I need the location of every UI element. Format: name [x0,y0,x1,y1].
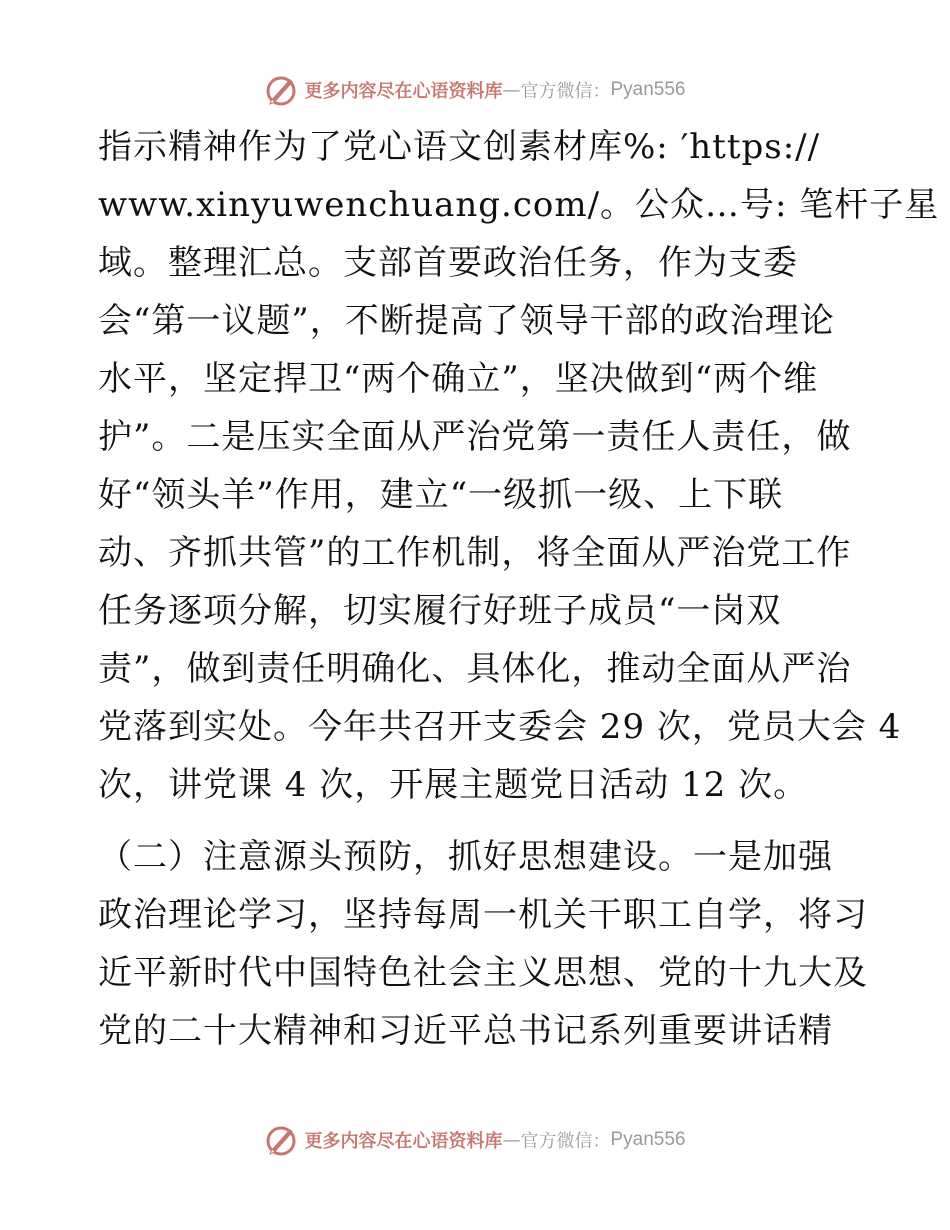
banner-separator: — [502,1129,521,1151]
paragraph-2 [98,828,868,1060]
banner-wechat-id: Pyan556 [610,1129,686,1150]
pen-logo-icon [264,73,298,107]
paragraph-1 [98,118,940,814]
text-line: 动、齐抓共管”的工作机制，将全面从严治党工作 [98,533,852,573]
footer-banner [0,1120,950,1160]
text-line: 党落到实处。今年共召开支委会 29 次，党员大会 4 [98,707,902,747]
banner-wechat-id: Pyan556 [610,79,686,100]
text-line: www.xinyuwenchuang.com/。公众…号: 笔杆子星 [98,185,940,225]
header-banner [0,70,950,110]
banner-separator: — [502,79,521,101]
text-line: 护”。二是压实全面从严治党第一责任人责任，做 [98,417,852,457]
banner-wechat-label: 官方微信： [520,81,611,102]
text-line: 会“第一议题”，不断提高了领导干部的政治理论 [98,301,835,341]
banner-wechat-label: 官方微信： [520,1131,611,1152]
text-line: 次，讲党课 4 次，开展主题党日活动 12 次。 [98,765,809,805]
banner-main-text: 更多内容尽在心语资料库 [304,1131,503,1152]
text-line: 好“领头羊”作用，建立“一级抓一级、上下联 [98,475,784,515]
banner-main-text: 更多内容尽在心语资料库 [304,81,503,102]
text-line: 域。整理汇总。支部首要政治任务，作为支委 [98,243,798,283]
text-line: 指示精神作为了党心语文创素材库%: ′https:// [98,127,821,167]
text-line: 责”，做到责任明确化、具体化，推动全面从严治 [98,649,852,689]
document-body [98,118,940,1060]
text-line: 任务逐项分解，切实履行好班子成员“一岗双 [98,591,782,631]
paragraph-gap [98,814,858,828]
text-line: 政治理论学习，坚持每周一机关干职工自学，将习 [98,895,868,935]
text-line: 近平新时代中国特色社会主义思想、党的十九大及 [98,953,868,993]
text-line: （二）注意源头预防，抓好思想建设。一是加强 [98,837,833,877]
pen-logo-icon [264,1123,298,1157]
text-line: 水平，坚定捍卫“两个确立”，坚决做到“两个维 [98,359,819,399]
text-line: 党的二十大精神和习近平总书记系列重要讲话精 [98,1011,833,1051]
